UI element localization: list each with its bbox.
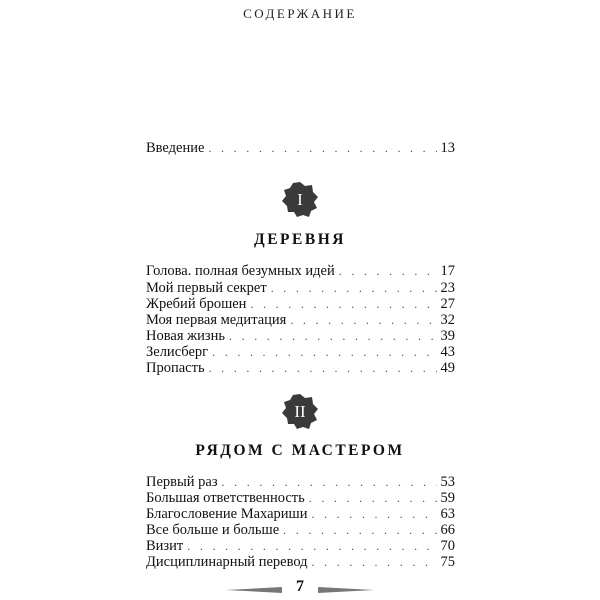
toc-entry-page: 70 [440,538,455,554]
dot-leader [208,140,436,156]
dot-leader [283,522,436,538]
dot-leader [250,296,436,312]
toc-entry-page: 53 [440,474,455,490]
toc-entry[interactable] [146,538,455,554]
page-number: 7 [296,578,304,595]
toc-entry-page: 63 [440,506,455,522]
toc-entry[interactable] [146,490,455,506]
page-header: СОДЕРЖАНИЕ [243,6,357,21]
toc-entry-page: 43 [440,344,455,360]
toc-entry[interactable] [146,554,455,570]
toc-entry[interactable] [146,296,455,312]
toc-entry-title: Введение [146,140,205,156]
part-2-emblem [281,393,319,431]
toc-entry-intro[interactable] [146,140,455,156]
toc-entry-page: 66 [440,522,455,538]
dot-leader [229,328,437,344]
part-2-title: РЯДОМ С МАСТЕРОМ [195,442,405,459]
toc-entry-title: Дисциплинарный перевод [146,554,308,570]
toc-entry-page: 32 [440,312,455,328]
dot-leader [222,474,437,490]
toc-entry-title: Мой первый секрет [146,280,267,296]
part-1-numeral: I [297,190,303,209]
toc-entry[interactable] [146,474,455,490]
part-1-emblem [281,181,319,219]
toc-entry[interactable] [146,312,455,328]
toc-entry[interactable] [146,263,455,279]
toc-entry[interactable] [146,360,455,376]
toc-entry-title: Все больше и больше [146,522,280,538]
dot-leader [309,490,437,506]
toc-entry-title: Благословение Махариши [146,506,308,522]
toc-entry-title: Моя первая медитация [146,312,287,328]
dot-leader [212,344,436,360]
toc-entry-page: 23 [440,280,455,296]
toc-entry-title: Пропасть [146,360,205,376]
footer-ornament-right [318,587,374,593]
dot-leader [187,538,436,554]
toc-entry-title: Зелисберг [146,344,209,360]
toc-entry-page: 39 [440,328,455,344]
toc-entry-page: 13 [440,140,455,156]
dot-leader [339,263,437,279]
dot-leader [271,280,437,296]
toc-entry[interactable] [146,506,455,522]
toc-entry-page: 59 [440,490,455,506]
part-1-title: ДЕРЕВНЯ [254,231,346,248]
dot-leader [311,506,436,522]
toc-entry-page: 75 [440,554,455,570]
toc-entry[interactable] [146,328,455,344]
toc-entry[interactable] [146,280,455,296]
toc-entry-title: Большая ответственность [146,490,305,506]
toc-entry-title: Жребий брошен [146,296,247,312]
toc-entry-title: Голова. полная безумных идей [146,263,335,279]
dot-leader [209,360,437,376]
toc-entry-title: Первый раз [146,474,218,490]
dot-leader [290,312,436,328]
toc-entry-title: Новая жизнь [146,328,225,344]
toc-entry-title: Визит [146,538,184,554]
part-2-numeral: II [294,402,306,421]
page-footer [0,578,600,598]
toc-entry-page: 27 [440,296,455,312]
footer-ornament-left [226,587,282,593]
toc-entry-page: 49 [440,360,455,376]
toc-entry-page: 17 [440,263,455,279]
toc-entry[interactable] [146,522,455,538]
toc-entry[interactable] [146,344,455,360]
dot-leader [312,554,437,570]
